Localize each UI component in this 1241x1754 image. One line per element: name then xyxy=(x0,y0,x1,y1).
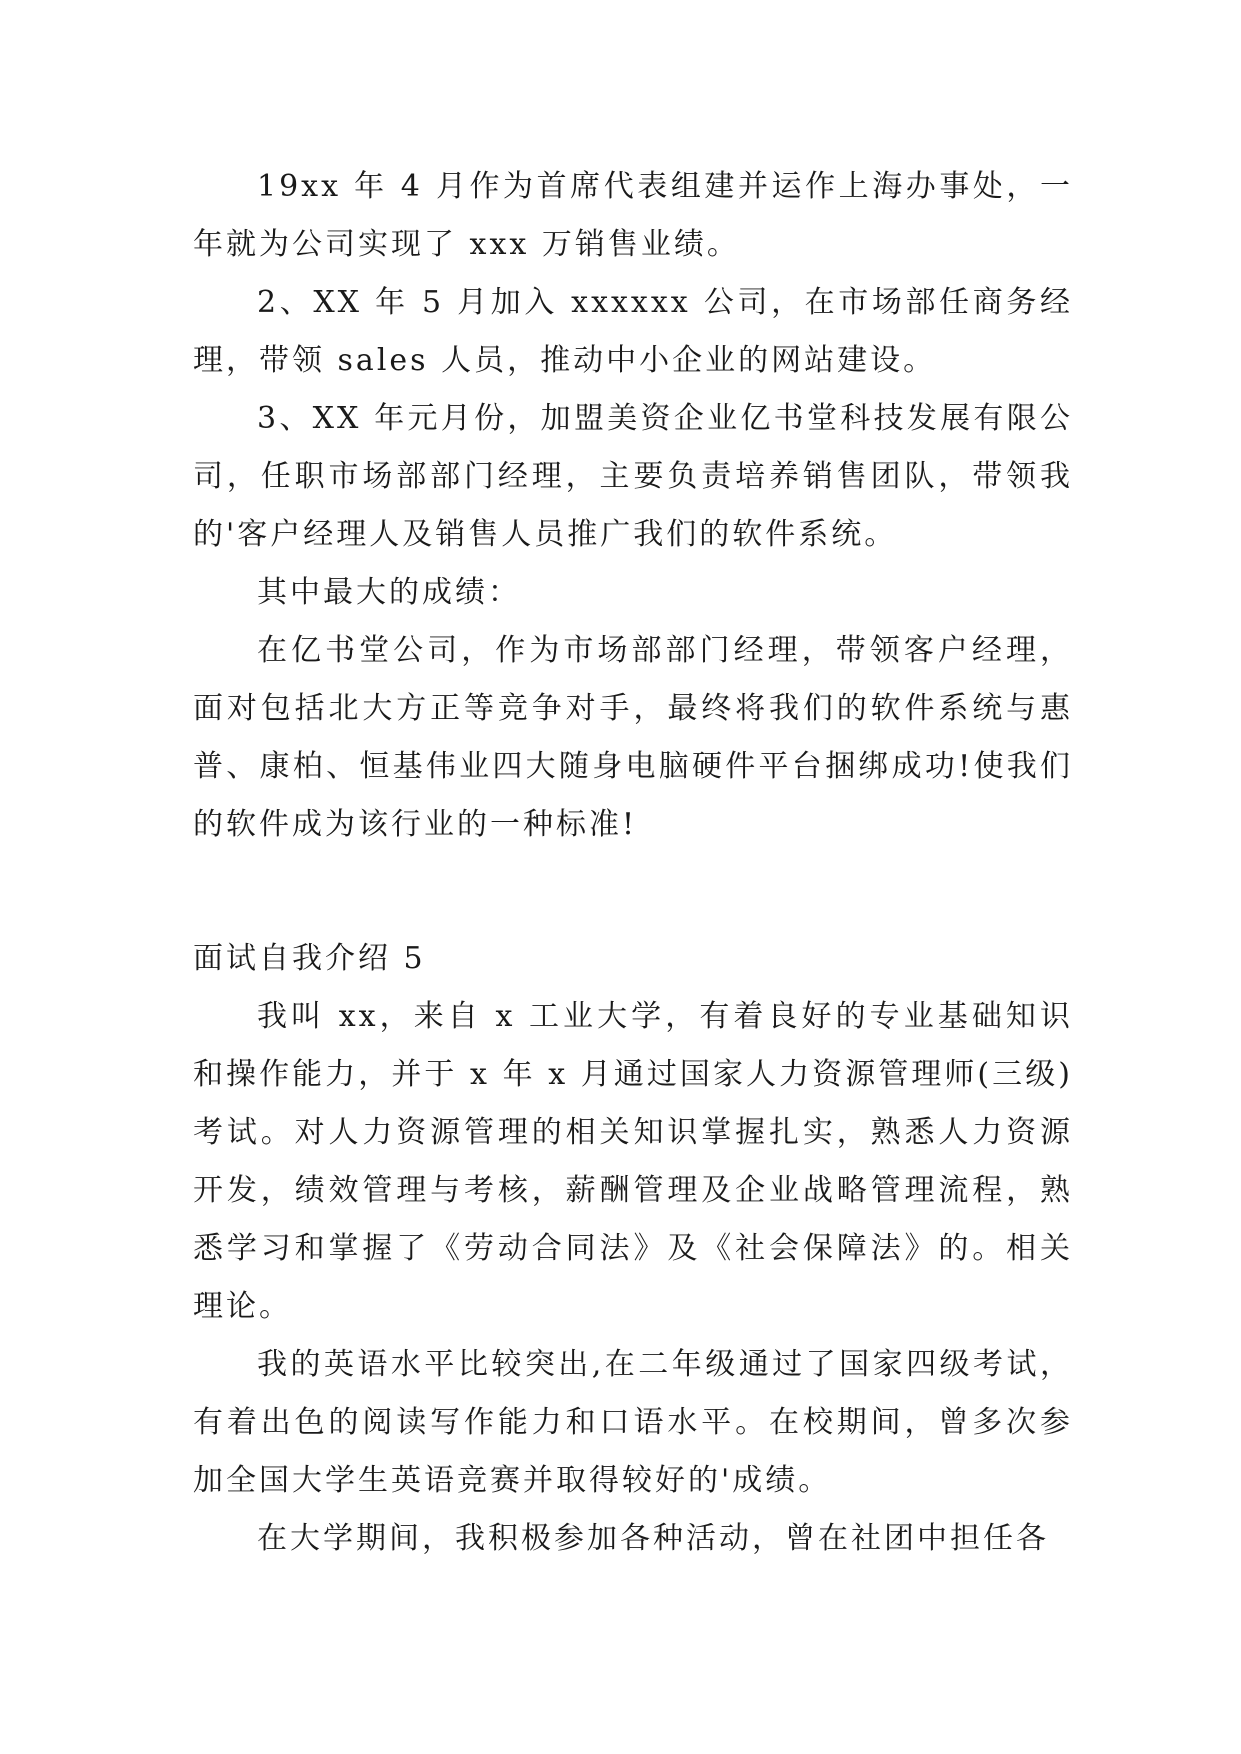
section-gap xyxy=(193,854,1073,930)
paragraph-activities: 在大学期间，我积极参加各种活动，曾在社团中担任各 xyxy=(257,1521,1049,1556)
paragraph-education: 我叫 xx，来自 x 工业大学，有着良好的专业基础知识和操作能力，并于 x 年 x 月通过国家人力资源管理师(三级)考试。对人力资源管理的相关知识掌握扎实，熟悉人力资源开发，绩效管理与考核，薪酬管理及企业战略管理流程，熟悉学习和掌握了《劳动合同法》及《社会保障法》的。相关理论。 xyxy=(193,999,1073,1324)
paragraph-market-manager: 3、XX 年元月份，加盟美资企业亿书堂科技发展有限公司，任职市场部部门经理，主要负责培养销售团队，带领我的'客户经理人及销售人员推广我们的软件系统。 xyxy=(193,401,1073,552)
paragraph-english-skills: 我的英语水平比较突出,在二年级通过了国家四级考试，有着出色的阅读写作能力和口语水平。在校期间，曾多次参加全国大学生英语竞赛并取得较好的'成绩。 xyxy=(193,1347,1073,1498)
paragraph-shanghai-office: 19xx 年 4 月作为首席代表组建并运作上海办事处，一年就为公司实现了 xxx 万销售业绩。 xyxy=(193,169,1073,262)
paragraph-achievement-detail: 在亿书堂公司，作为市场部部门经理，带领客户经理，面对包括北大方正等竞争对手，最终将我们的软件系统与惠普、康柏、恒基伟业四大随身电脑硬件平台捆绑成功!使我们的软件成为该行业的一种标准! xyxy=(193,633,1073,842)
paragraph-business-manager: 2、XX 年 5 月加入 xxxxxx 公司，在市场部任商务经理，带领 sales 人员，推动中小企业的网站建设。 xyxy=(193,285,1073,378)
section-heading: 面试自我介绍 5 xyxy=(193,941,426,976)
document-body xyxy=(193,158,1073,1568)
paragraph-achievement-intro: 其中最大的成绩： xyxy=(257,575,521,610)
